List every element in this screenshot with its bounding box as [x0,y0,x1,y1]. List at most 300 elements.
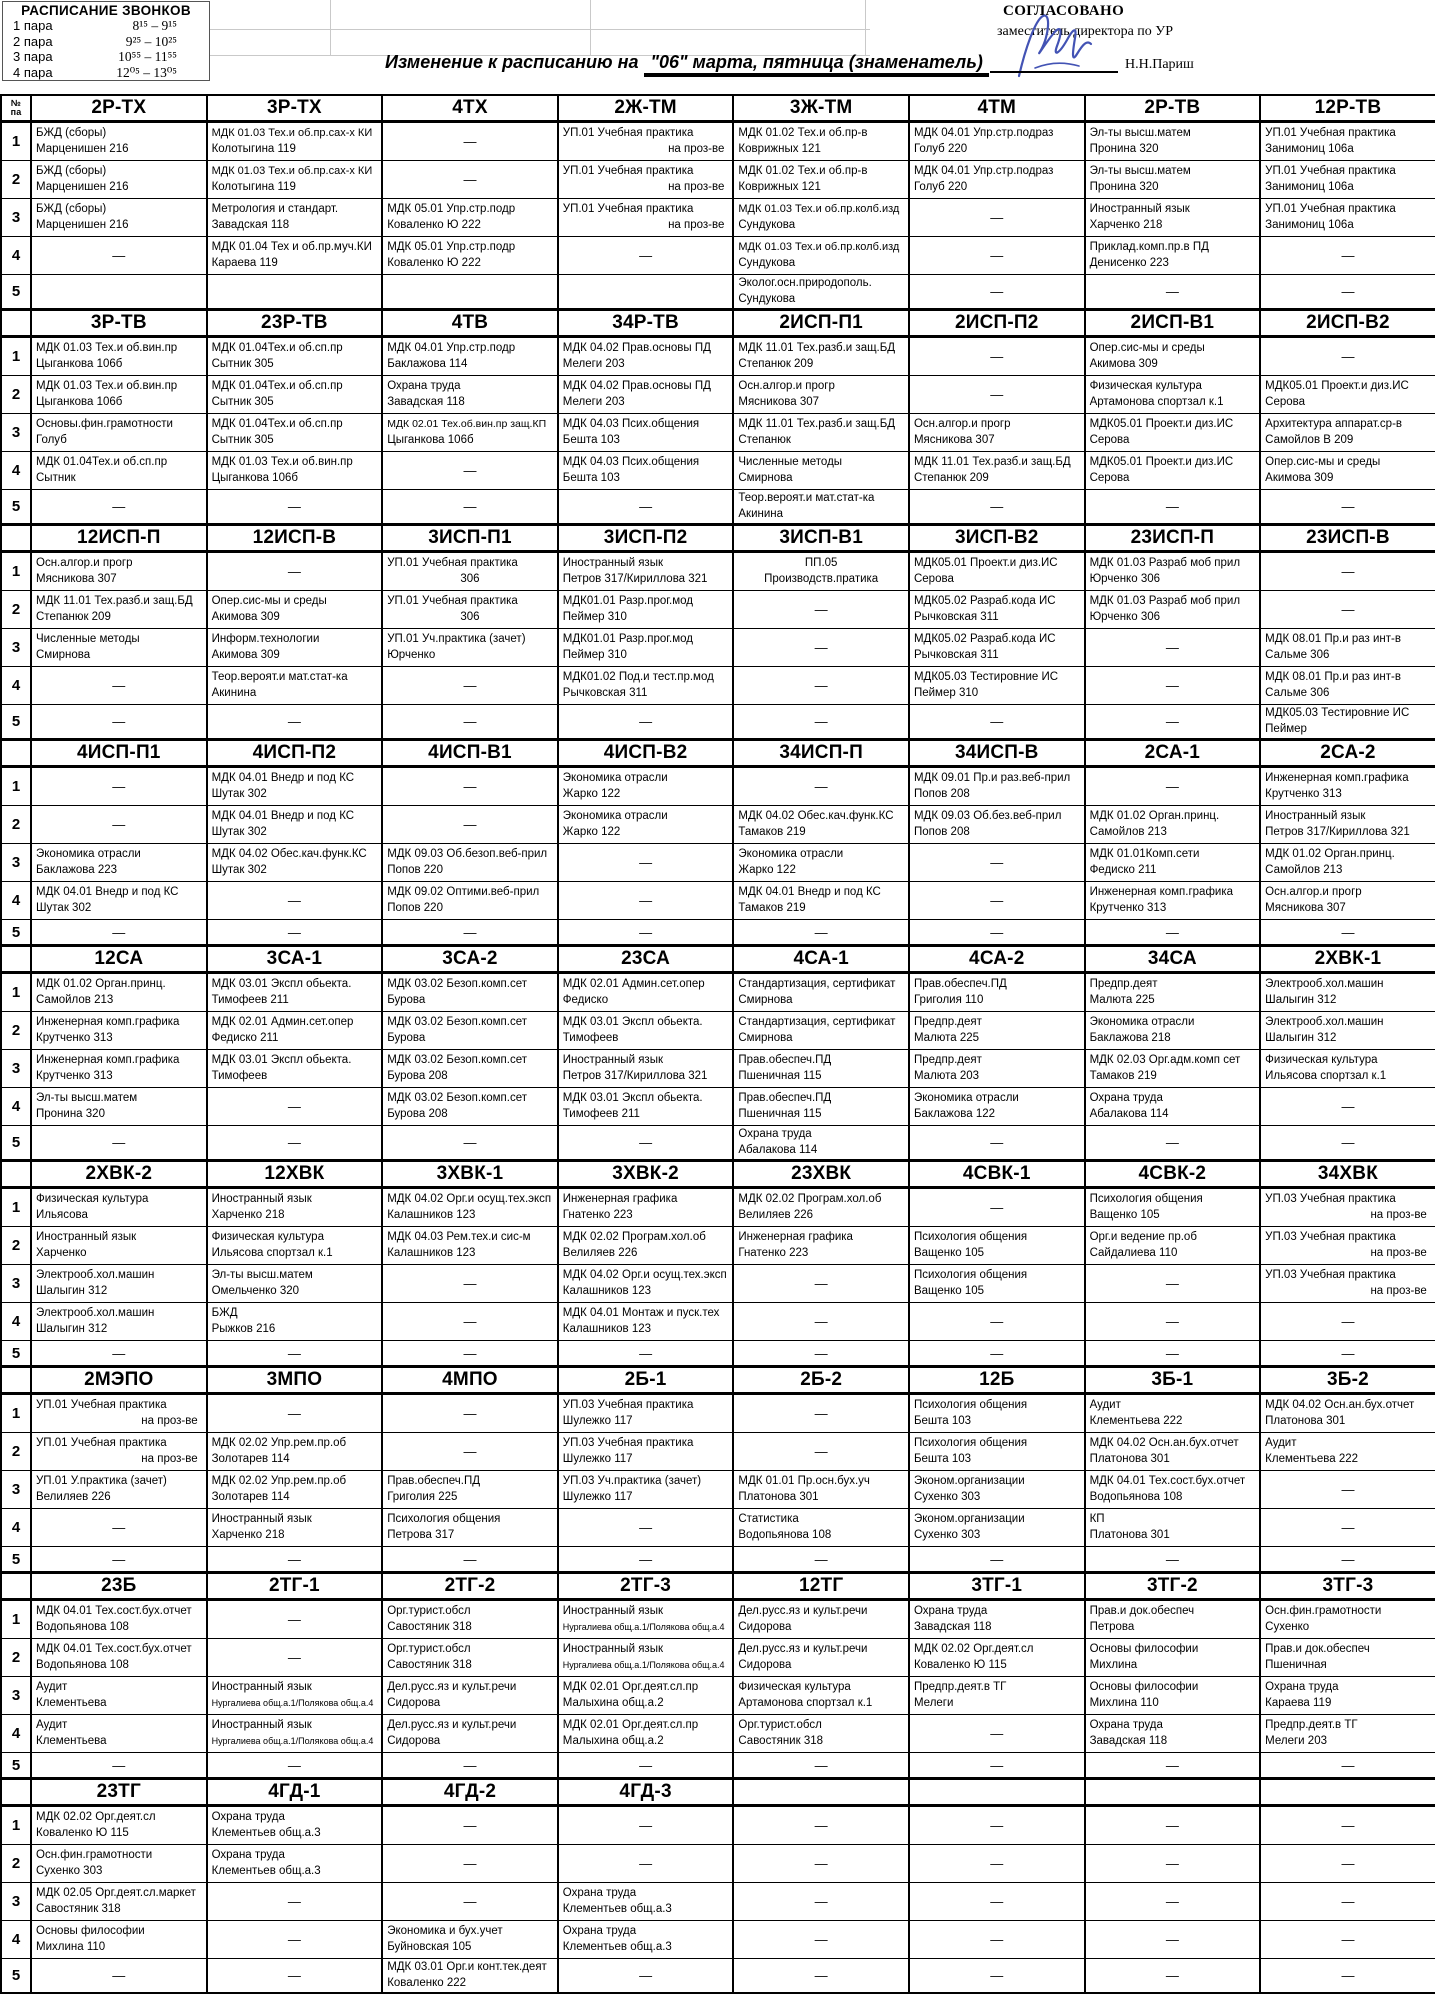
group-header [733,1780,909,1806]
period-number: 1 [1,767,31,806]
group-header: 3ИСП-В2 [909,526,1085,552]
schedule-cell: МДК 11.01 Тех.разб.и защ.БД Степанюк 209 [733,337,909,376]
schedule-cell: МДК 05.01 Упр.стр.подр Коваленко Ю 222 [382,237,558,275]
schedule-cell: — [558,490,734,525]
schedule-cell: Охрана труда Завадская 118 [382,376,558,414]
grid-line [590,0,591,55]
schedule-row [1,1227,1435,1265]
schedule-cell [382,275,558,310]
schedule-cell: — [1260,1845,1435,1883]
schedule-cell: Психология общения Ващенко 105 [909,1265,1085,1303]
period-number: 4 [1,1088,31,1126]
schedule-cell: МДК05.02 Разраб.кода ИС Рычковская 311 [909,591,1085,629]
period-number: 2 [1,591,31,629]
schedule-row [1,973,1435,1012]
schedule-row [1,1600,1435,1639]
schedule-cell: УП.03 Учебная практика Шулежко 117 [558,1394,734,1433]
approval-role: заместитель директора по УР [997,24,1173,39]
schedule-cell: МДК 01.04Тех.и об.сп.пр Сытник 305 [207,376,383,414]
schedule-cell: МДК 04.02 Обес.кач.функ.КС Тамаков 219 [733,806,909,844]
schedule-cell: МДК 04.01 Упр.стр.подраз Голуб 220 [909,122,1085,161]
schedule-cell: МДК 04.01 Тех.сост.бух.отчет Водопьянова 108 [1085,1471,1261,1509]
schedule-cell: МДК 01.02 Орган.принц. Самойлов 213 [1260,844,1435,882]
schedule-cell: Основы философии Михлина 110 [1085,1677,1261,1715]
schedule-cell: Предпр.деят.в ТГ Мелеги [909,1677,1085,1715]
group-header: 3ТГ-3 [1260,1574,1435,1600]
schedule-cell: — [1260,1753,1435,1779]
group-header: 2ХВК-2 [31,1162,207,1188]
approval-heading: СОГЛАСОВАНО [1003,3,1125,19]
schedule-block [0,740,1435,946]
schedule-cell [31,275,207,310]
period-number: 3 [1,1883,31,1921]
schedule-row [1,1845,1435,1883]
schedule-cell: — [733,705,909,740]
schedule-cell: Эл-ты высш.матем Пронина 320 [1085,161,1261,199]
schedule-cell: МДК 01.02 Тех.и об.пр-в Коврижных 121 [733,122,909,161]
schedule-cell: Охрана труда Завадская 118 [1085,1715,1261,1753]
period-number: 3 [1,1471,31,1509]
schedule-cell: Охрана труда Караева 119 [1260,1677,1435,1715]
group-header: 34ИСП-П [733,741,909,767]
schedule-cell: Психология общения Петрова 317 [382,1509,558,1547]
schedule-cell: — [1260,237,1435,275]
bell-time: 12⁰⁵ – 13⁰⁵ [116,64,177,80]
schedule-cell: Метрология и стандарт. Завадская 118 [207,199,383,237]
schedule-cell: Иностранный язык Петров 317/Кириллова 321 [558,552,734,591]
group-header-row [1,95,1435,122]
schedule-cell: УП.01 У.практика (зачет) Велиляев 226 [31,1471,207,1509]
group-header-row [1,947,1435,973]
document-title [385,52,989,73]
period-number: 2 [1,806,31,844]
schedule-cell: — [31,667,207,705]
schedule-cell: БЖД Рыжков 216 [207,1303,383,1341]
schedule-cell: — [1260,1471,1435,1509]
schedule-cell [207,275,383,310]
group-header: 4ТМ [909,95,1085,122]
period-number: 4 [1,1715,31,1753]
group-header: 34Р-ТВ [558,311,734,337]
schedule-cell: МДК05.01 Проект.и диз.ИС Серова [909,552,1085,591]
schedule-cell: — [909,337,1085,376]
schedule-cell: — [733,920,909,946]
group-header: 2Б-1 [558,1368,734,1394]
schedule-cell: — [1085,1806,1261,1845]
schedule-cell: Приклад.комп.пр.в ПД Денисенко 223 [1085,237,1261,275]
schedule-cell: — [909,1715,1085,1753]
schedule-cell: — [733,1753,909,1779]
schedule-cell: — [1260,1088,1435,1126]
group-header: 2СА-1 [1085,741,1261,767]
schedule-cell: Осн.алгор.и прогр Мясникова 307 [733,376,909,414]
schedule-cell: — [909,1845,1085,1883]
schedule-cell: — [1260,591,1435,629]
schedule-cell: — [909,1188,1085,1227]
schedule-block [0,1367,1435,1573]
period-number: 1 [1,122,31,161]
schedule-cell: — [1085,1845,1261,1883]
group-header: 4ГД-2 [382,1780,558,1806]
bell-schedule-title: РАСПИСАНИЕ ЗВОНКОВ [21,3,191,18]
schedule-cell: МДК 02.02 Програм.хол.об Велиляев 226 [558,1227,734,1265]
schedule-cell: Основы философии Михлина [1085,1639,1261,1677]
period-column-header: № па [1,95,31,122]
schedule-cell: — [558,1753,734,1779]
schedule-cell: — [1260,1341,1435,1367]
schedule-cell: Прав.обеспеч.ПД Пшеничная 115 [733,1050,909,1088]
schedule-cell: МДК01.01 Разр.прог.мод Пеймер 310 [558,591,734,629]
schedule-cell: Основы философии Михлина 110 [31,1921,207,1959]
schedule-cell: Психология общения Ващенко 105 [1085,1188,1261,1227]
schedule-cell: МДК 01.03 Тех.и об.пр.сах-х КИ Колотыгина 119 [207,161,383,199]
period-number: 5 [1,490,31,525]
period-number: 4 [1,1921,31,1959]
schedule-row [1,882,1435,920]
schedule-cell: — [909,376,1085,414]
schedule-cell: МДК 09.03 Об.без.веб-прил Попов 208 [909,806,1085,844]
schedule-cell: — [1260,920,1435,946]
schedule-cell: Физическая культура Артамонова спортзал к.1 [733,1677,909,1715]
schedule-row [1,1012,1435,1050]
schedule-cell: — [558,1959,734,1994]
period-number: 3 [1,1050,31,1088]
schedule-cell: — [382,452,558,490]
schedule-cell: — [382,1341,558,1367]
period-number: 5 [1,1753,31,1779]
schedule-cell: МДК 03.01 Экспл обьекта. Тимофеев 211 [207,973,383,1012]
schedule-cell: МДК 04.01 Упр.стр.подр Баклажова 114 [382,337,558,376]
group-header: 12ТГ [733,1574,909,1600]
schedule-row [1,806,1435,844]
group-header: 2Ж-ТМ [558,95,734,122]
schedule-row [1,237,1435,275]
schedule-cell: МДК 03.01 Экспл обьекта. Тимофеев [558,1012,734,1050]
schedule-cell: МДК 08.01 Пр.и раз инт-в Сальме 306 [1260,667,1435,705]
schedule-cell: Инженерная комп.графика Крутченко 313 [1085,882,1261,920]
group-header-row [1,311,1435,337]
schedule-cell: Иностранный язык Харченко 218 [207,1509,383,1547]
period-column-header [1,1368,31,1394]
schedule-row [1,1088,1435,1126]
schedule-cell: — [207,1959,383,1994]
group-header: 23Р-ТВ [207,311,383,337]
group-header: 3Р-ТВ [31,311,207,337]
bell-row [7,65,205,81]
period-number: 2 [1,376,31,414]
schedule-cell: — [382,122,558,161]
schedule-cell: Теор.вероят.и мат.стат-ка Акинина [207,667,383,705]
period-number: 4 [1,882,31,920]
schedule-cell: Эконом.организации Сухенко 303 [909,1471,1085,1509]
group-header: 2ИСП-В1 [1085,311,1261,337]
schedule-row [1,337,1435,376]
schedule-cell: Предпр.деят Малюта 225 [909,1012,1085,1050]
schedule-cell: Психология общения Ващенко 105 [909,1227,1085,1265]
schedule-cell: МДК01.01 Разр.прог.мод Пеймер 310 [558,629,734,667]
schedule-cell: Иностранный язык Нургалиева общ.а.1/Полякова общ.а.4 [207,1677,383,1715]
bell-label: 3 пара [13,49,53,64]
schedule-row [1,161,1435,199]
schedule-cell: — [1085,1547,1261,1573]
schedule-row [1,452,1435,490]
schedule-cell: Электрооб.хол.машин Шалыгин 312 [1260,1012,1435,1050]
schedule-cell: — [1085,1883,1261,1921]
schedule-cell: МДК 02.02 Упр.рем.пр.об Золотарев 114 [207,1471,383,1509]
schedule-cell: — [382,806,558,844]
group-header-row [1,741,1435,767]
schedule-cell: МДК 09.02 Оптими.веб-прил Попов 220 [382,882,558,920]
schedule-cell: — [1085,705,1261,740]
schedule-cell: Прав.и док.обеспеч Пшеничная [1260,1639,1435,1677]
bell-label: 4 пара [13,64,53,80]
schedule-cell: — [558,1341,734,1367]
schedule-cell: МДК 01.04Тех.и об.сп.пр Сытник 305 [207,414,383,452]
schedule-cell: МДК 03.01 Экспл обьекта. Тимофеев [207,1050,383,1088]
schedule-cell: Архитектура аппарат.ср-в Самойлов В 209 [1260,414,1435,452]
period-number: 3 [1,844,31,882]
schedule-cell: Аудит Клементьева 222 [1085,1394,1261,1433]
schedule-cell: УП.01 Учебная практика 306 [382,552,558,591]
schedule-cell: Охрана труда Клементьев общ.а.3 [558,1883,734,1921]
schedule-cell: Электрооб.хол.машин Шалыгин 312 [1260,973,1435,1012]
schedule-cell: — [733,1341,909,1367]
schedule-cell: МДК 02.02 Упр.рем.пр.об Золотарев 114 [207,1433,383,1471]
schedule-cell: Аудит Клементьева 222 [1260,1433,1435,1471]
schedule-cell: МДК 04.01 Внедр и под КС Шутак 302 [207,767,383,806]
schedule-cell: Инженерная графика Гнатенко 223 [733,1227,909,1265]
schedule-table [0,94,1435,1994]
period-number: 1 [1,973,31,1012]
schedule-cell: Численные методы Смирнова [31,629,207,667]
group-header: 23СА [558,947,734,973]
period-number: 4 [1,452,31,490]
schedule-cell: УП.01 Учебная практика на проз-ве [558,122,734,161]
schedule-cell: — [1085,1265,1261,1303]
schedule-cell: — [558,844,734,882]
group-header: 4ИСП-П2 [207,741,383,767]
schedule-cell: — [733,1303,909,1341]
schedule-cell: — [1260,552,1435,591]
schedule-cell: — [1085,1959,1261,1994]
schedule-cell: Прав.обеспеч.ПД Григолия 110 [909,973,1085,1012]
schedule-cell: Иностранный язык Харченко [31,1227,207,1265]
schedule-cell: МДК 01.03 Разраб моб прил Юрченко 306 [1085,552,1261,591]
group-header: 34СА [1085,947,1261,973]
schedule-cell: УП.01 Учебная практика на проз-ве [558,199,734,237]
bell-time: 8¹⁵ – 9¹⁵ [132,18,177,33]
schedule-cell: Электрооб.хол.машин Шалыгин 312 [31,1265,207,1303]
schedule-cell: — [207,1921,383,1959]
schedule-cell: МДК 03.02 Безоп.комп.сет Бурова 208 [382,1050,558,1088]
group-header: 2ИСП-П2 [909,311,1085,337]
schedule-cell: МДК 01.01 Пр.осн.бух.уч Платонова 301 [733,1471,909,1509]
schedule-cell: — [207,1639,383,1677]
schedule-cell: — [207,705,383,740]
schedule-cell: — [909,1753,1085,1779]
schedule-cell: Осн.алгор.и прогр Мясникова 307 [909,414,1085,452]
schedule-cell: — [909,1883,1085,1921]
schedule-cell: — [1085,275,1261,310]
schedule-cell: — [382,1303,558,1341]
group-header: 3ИСП-В1 [733,526,909,552]
schedule-row [1,414,1435,452]
schedule-row [1,552,1435,591]
schedule-cell: МДК 01.03 Разраб моб прил Юрченко 306 [1085,591,1261,629]
schedule-cell: МДК 09.01 Пр.и раз.веб-прил Попов 208 [909,767,1085,806]
schedule-cell: МДК 03.02 Безоп.комп.сет Бурова [382,1012,558,1050]
schedule-cell: МДК 04.02 Орг.и осущ.тех.эксп Калашников 123 [382,1188,558,1227]
group-header: 4МПО [382,1368,558,1394]
schedule-cell: — [31,237,207,275]
schedule-cell: МДК 01.03 Тех.и об.вин.пр Цыганкова 106б [31,376,207,414]
schedule-cell: Аудит Клементьева [31,1677,207,1715]
schedule-cell: — [1260,275,1435,310]
schedule-cell: ПП.05 Производств.пратика [733,552,909,591]
schedule-cell: УП.01 Учебная практика 306 [382,591,558,629]
schedule-cell: — [558,1547,734,1573]
group-header: 3ХВК-1 [382,1162,558,1188]
schedule-cell: — [207,490,383,525]
schedule-cell: Стандартизация, сертификат Смирнова [733,1012,909,1050]
schedule-cell: — [558,705,734,740]
group-header-row [1,1780,1435,1806]
schedule-cell: — [31,490,207,525]
schedule-cell: Предпр.деят Малюта 225 [1085,973,1261,1012]
schedule-cell: УП.03 Учебная практика на проз-ве [1260,1188,1435,1227]
group-header: 4ИСП-П1 [31,741,207,767]
schedule-row [1,1303,1435,1341]
schedule-cell: МДК 08.01 Пр.и раз инт-в Сальме 306 [1260,629,1435,667]
period-column-header [1,1162,31,1188]
schedule-cell: — [909,1341,1085,1367]
schedule-cell: Экономика отрасли Баклажова 218 [1085,1012,1261,1050]
group-header: 12ИСП-П [31,526,207,552]
schedule-cell: КП Платонова 301 [1085,1509,1261,1547]
schedule-cell: Экономика отрасли Баклажова 122 [909,1088,1085,1126]
schedule-cell: — [909,490,1085,525]
group-header [909,1780,1085,1806]
schedule-cell: — [733,1547,909,1573]
schedule-cell: Теор.вероят.и мат.стат-ка Акинина [733,490,909,525]
schedule-cell: — [909,1547,1085,1573]
schedule-cell: — [382,705,558,740]
period-number: 4 [1,1303,31,1341]
schedule-cell: МДК 01.02 Орган.принц. Самойлов 213 [1085,806,1261,844]
group-header: 2МЭПО [31,1368,207,1394]
group-header: 34ИСП-В [909,741,1085,767]
schedule-row [1,1547,1435,1573]
schedule-cell: — [31,1341,207,1367]
period-column-header [1,1574,31,1600]
schedule-cell: — [207,1883,383,1921]
schedule-cell: МДК 01.01Комп.сети Федиско 211 [1085,844,1261,882]
period-column-header [1,947,31,973]
period-number: 1 [1,1188,31,1227]
period-column-header [1,311,31,337]
schedule-cell: Информ.технологии Акимова 309 [207,629,383,667]
schedule-cell: — [382,1126,558,1161]
schedule-cell: МДК 04.01 Упр.стр.подраз Голуб 220 [909,161,1085,199]
schedule-cell: Охрана труда Клементьев общ.а.3 [207,1806,383,1845]
schedule-cell: МДК 01.04Тех.и об.сп.пр Сытник [31,452,207,490]
group-header: 2Р-ТВ [1085,95,1261,122]
period-number: 3 [1,629,31,667]
schedule-cell: МДК 11.01 Тех.разб.и защ.БД Степанюк [733,414,909,452]
schedule-cell: — [1085,490,1261,525]
schedule-cell: МДК 03.01 Орг.и конт.тек.деят Коваленко 222 [382,1959,558,1994]
schedule-cell: МДК 03.01 Экспл обьекта. Тимофеев 211 [558,1088,734,1126]
group-header: 4СА-2 [909,947,1085,973]
bell-label: 1 пара [13,18,53,33]
period-number: 1 [1,1806,31,1845]
schedule-cell: УП.03 Учебная практика на проз-ве [1260,1265,1435,1303]
schedule-row [1,376,1435,414]
group-header: 2ТГ-2 [382,1574,558,1600]
group-header: 23ТГ [31,1780,207,1806]
schedule-cell: Иностранный язык Петров 317/Кириллова 321 [1260,806,1435,844]
schedule-cell: МДК 04.02 Осн.ан.бух.отчет Платонова 301 [1260,1394,1435,1433]
group-header-row [1,1574,1435,1600]
schedule-row [1,1188,1435,1227]
period-number: 5 [1,1547,31,1573]
schedule-cell: — [1260,490,1435,525]
period-number: 1 [1,1600,31,1639]
group-header: 2Б-2 [733,1368,909,1394]
group-header: 4ТВ [382,311,558,337]
schedule-cell: — [31,1509,207,1547]
schedule-cell: Дел.русс.яз и культ.речи Сидорова [382,1677,558,1715]
schedule-cell: Иностранный язык Петров 317/Кириллова 321 [558,1050,734,1088]
schedule-cell: Аудит Клементьева [31,1715,207,1753]
schedule-cell: БЖД (сборы) Марценишен 216 [31,161,207,199]
schedule-cell: — [733,667,909,705]
schedule-row [1,1050,1435,1088]
group-header: 12ИСП-В [207,526,383,552]
schedule-cell: — [207,1600,383,1639]
schedule-cell: УП.01 Учебная практика Занимониц 106а [1260,161,1435,199]
schedule-cell: — [558,1126,734,1161]
schedule-cell: МДК 04.03 Псих.общения Бешта 103 [558,414,734,452]
schedule-cell: МДК 02.01 Админ.сет.опер Федиско [558,973,734,1012]
period-number: 5 [1,705,31,740]
group-header-row [1,526,1435,552]
group-header: 4ГД-1 [207,1780,383,1806]
period-number: 2 [1,161,31,199]
schedule-cell: Охрана труда Клементьев общ.а.3 [558,1921,734,1959]
schedule-cell: МДК 02.01 Тех.об.вин.пр защ.КП Цыганкова 106б [382,414,558,452]
schedule-cell: Орг.и ведение пр.об Сайдалиева 110 [1085,1227,1261,1265]
schedule-block [0,94,1435,310]
schedule-cell: — [733,1845,909,1883]
schedule-row [1,275,1435,310]
period-number: 2 [1,1227,31,1265]
schedule-cell: — [31,1753,207,1779]
group-header: 3Ж-ТМ [733,95,909,122]
schedule-cell: МДК 04.01 Тех.сост.бух.отчет Водопьянова 108 [31,1600,207,1639]
schedule-cell: Осн.фин.грамотности Сухенко [1260,1600,1435,1639]
schedule-cell: — [558,882,734,920]
group-header-row [1,1368,1435,1394]
schedule-cell: — [382,1433,558,1471]
group-header: 2СА-2 [1260,741,1435,767]
schedule-cell: — [733,591,909,629]
group-header: 12ХВК [207,1162,383,1188]
group-header: 4СВК-2 [1085,1162,1261,1188]
schedule-cell: МДК 02.01 Орг.деят.сл.пр Малыхина общ.а.2 [558,1715,734,1753]
schedule-cell: МДК 04.01 Тех.сост.бух.отчет Водопьянова 108 [31,1639,207,1677]
schedule-cell: — [558,1845,734,1883]
